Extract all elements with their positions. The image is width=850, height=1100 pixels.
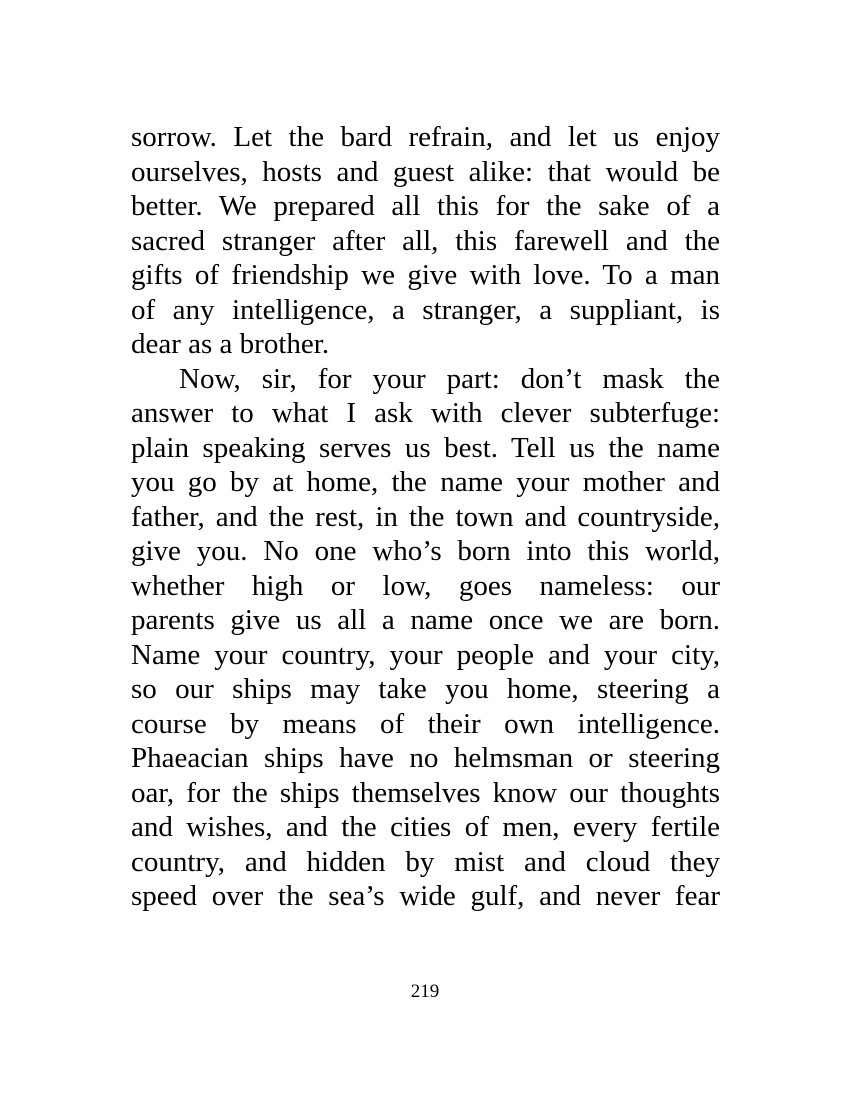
text-line: whether high or low, goes nameless: our bbox=[131, 569, 720, 602]
text-line: so our ships may take you home, steering a bbox=[131, 673, 720, 705]
text-line: better. We prepared all this for the sake of a bbox=[131, 190, 720, 222]
text-line: dear as a brother. bbox=[131, 328, 330, 360]
text-line: gifts of friendship we give with love. To a man bbox=[131, 259, 720, 291]
text-line: you go by at home, the name your mother and bbox=[131, 466, 720, 498]
text-line: sorrow. Let the bard refrain, and let us enjoy bbox=[131, 121, 720, 153]
text-line: speed over the sea’s wide gulf, and never fear bbox=[131, 880, 720, 912]
text-line: Now, sir, for your part: don’t mask the bbox=[179, 362, 720, 395]
text-line: parents give us all a name once we are born. bbox=[131, 604, 720, 636]
text-line: give you. No one who’s born into this world, bbox=[131, 535, 720, 567]
text-line: country, and hidden by mist and cloud they bbox=[131, 845, 720, 878]
page-number: 219 bbox=[410, 981, 440, 1002]
text-line: of any intelligence, a stranger, a suppliant, is bbox=[131, 293, 720, 326]
text-line: father, and the rest, in the town and countryside, bbox=[131, 500, 720, 533]
text-line: course by means of their own intelligence. bbox=[131, 707, 720, 740]
body-text bbox=[131, 120, 720, 948]
text-line: ourselves, hosts and guest alike: that would be bbox=[131, 155, 720, 188]
text-line: Name your country, your people and your city, bbox=[131, 638, 720, 671]
paragraph-1 bbox=[131, 120, 720, 362]
text-line: oar, for the ships themselves know our thoughts bbox=[131, 776, 720, 809]
text-line: and wishes, and the cities of men, every fertile bbox=[131, 811, 720, 843]
text-line: plain speaking serves us best. Tell us the name bbox=[131, 431, 720, 464]
text-line: Phaeacian ships have no helmsman or steering bbox=[131, 742, 720, 774]
text-line: sacred stranger after all, this farewell and the bbox=[131, 224, 720, 257]
text-line bbox=[131, 914, 720, 949]
text-line: answer to what I ask with clever subterfuge: bbox=[131, 397, 720, 429]
paragraph-2 bbox=[131, 362, 720, 949]
